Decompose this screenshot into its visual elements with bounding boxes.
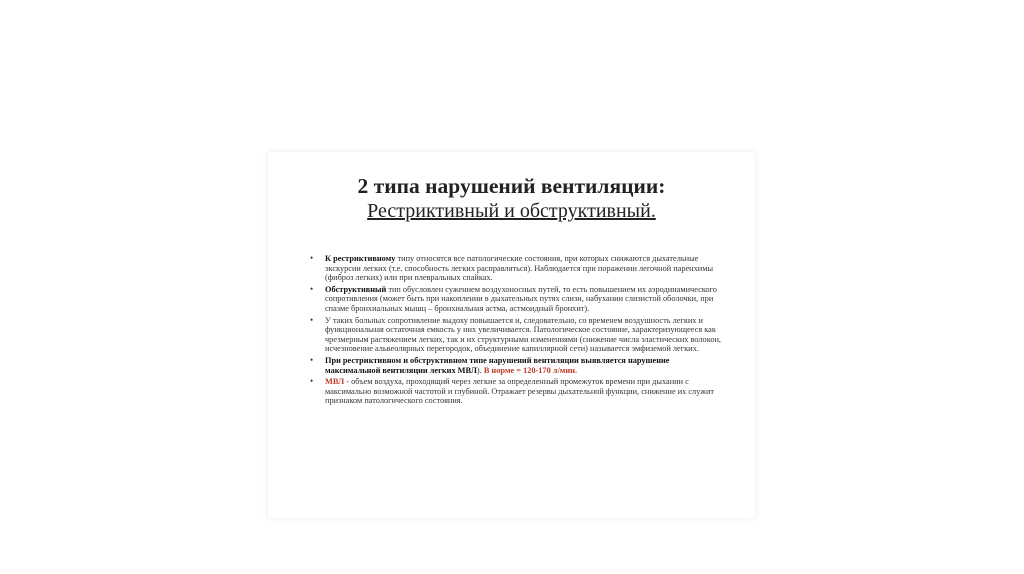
bullet-emphysema <box>310 316 722 354</box>
bullet-bold-text: К рестриктивному <box>325 254 396 263</box>
bullet-marker: • <box>310 283 314 294</box>
bullet-marker: • <box>310 253 314 263</box>
bullet-obstructive <box>310 285 722 314</box>
bullet-mvl-impairment <box>310 356 722 375</box>
bullet-norm-value: В норме = 120-170 л/мин. <box>483 365 578 375</box>
bullet-text: У таких больных сопротивление выдоху повышается и, следовательно, со временем воздушность легких и функциональная остаточная емкость у них увеличивается. Патологическое состояние, характеризующееся как чрезмерным растяжением легких, так и их структурными изменениями (снижение числа эластических волокон, исчезновение альвеолярных перегородок, объединение капиллярной сети) называется эмфиземой легких. <box>325 315 721 354</box>
bullet-text: ). <box>476 365 484 375</box>
slide-title <box>268 174 755 224</box>
bullet-text: типу относятся все патологические состояния, при которых снижаются дыхательные экскурсии легких (т.е. способность легких расправляться). Наблюдается при поражении легочной паренхимы (фиброз легких) или при плевральных спайках. <box>325 254 714 283</box>
bullet-list <box>310 254 722 408</box>
bullet-mvl-definition <box>310 377 722 406</box>
bullet-restrictive <box>310 254 722 283</box>
title-line-2: Рестриктивный и обструктивный. <box>367 200 656 222</box>
bullet-marker: • <box>310 314 314 325</box>
bullet-bold-text: При рестриктивном и обструктивном типе нарушений вентиляции выявляется нарушение максимальной вентиляции легких МВЛ <box>325 355 670 375</box>
bullet-term: МВЛ - <box>325 377 352 387</box>
bullet-text: тип обусловлен сужением воздухоносных путей, то есть повышением их аэродинамического сопротивления (может быть при накоплении в дыхательных путях слизи, набухании слизистой оболочки, при спазме бронхиальных мышц – бронхиальная астма, астмоидный бронхит). <box>325 284 717 313</box>
slide <box>268 152 755 518</box>
bullet-marker: • <box>310 354 314 365</box>
title-line-1: 2 типа нарушений вентиляции: <box>357 174 666 198</box>
bullet-text: объем воздуха, проходящий через легкие за определенный промежуток времени при дыхании с максимально возможной частотой и глубиной. Отражает резервы дыхательной функции, снижение их служит признаком патологического состояния. <box>325 377 715 406</box>
bullet-marker: • <box>310 376 314 387</box>
bullet-bold-text: Обструктивный <box>325 284 387 294</box>
